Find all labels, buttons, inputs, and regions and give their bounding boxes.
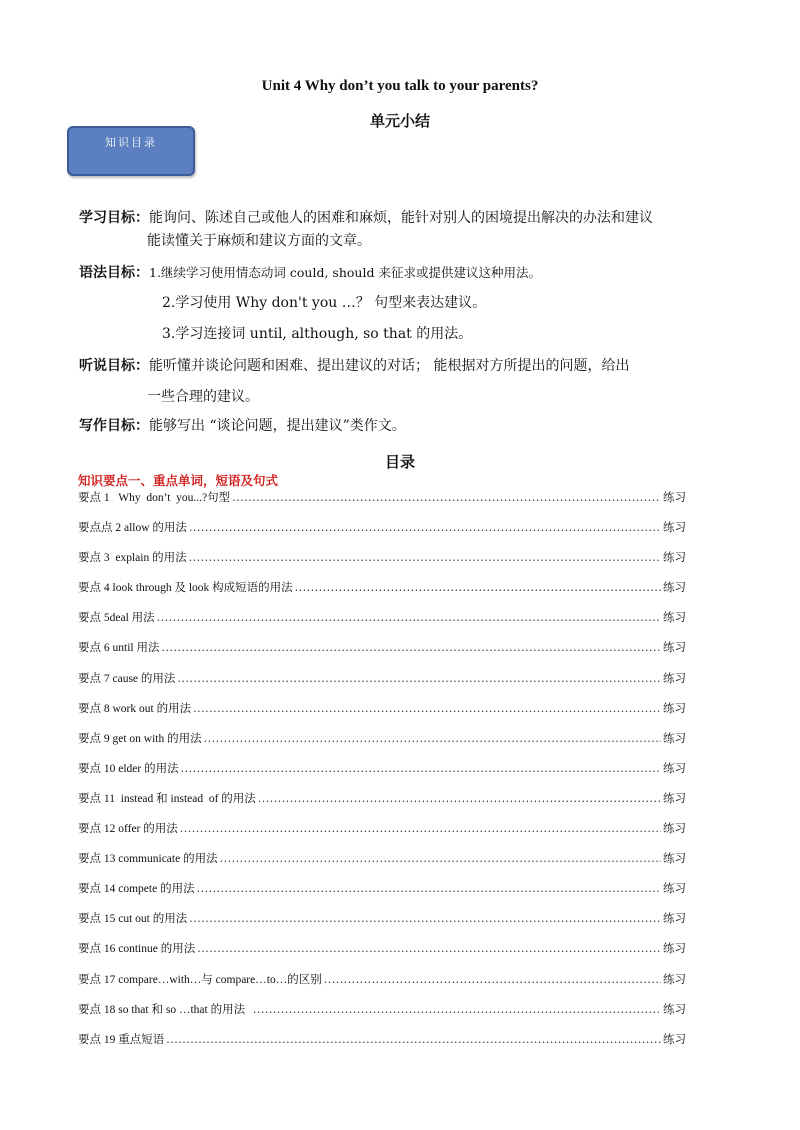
toc-entry[interactable]	[78, 820, 686, 850]
toc-leader-dots	[180, 822, 661, 835]
toc-entry[interactable]	[78, 760, 686, 790]
toc-entry[interactable]	[78, 940, 686, 970]
listening-goal-text: 能听懂并谈论问题和困难、提出建议的对话； 能根据对方所提出的问题，给出	[149, 358, 630, 374]
toc-leader-dots	[324, 973, 661, 986]
toc-entry-title: 要点 1 Why don’t you...?句型	[78, 492, 231, 504]
toc-leader-dots	[193, 702, 661, 715]
toc-entry[interactable]	[78, 700, 686, 730]
toc-entry-title: 要点 13 communicate 的用法	[78, 853, 218, 866]
toc-entry-page: 练习	[663, 851, 686, 866]
toc-entry-title: 要点 19 重点短语	[78, 1033, 165, 1046]
toc-leader-dots	[253, 1003, 661, 1016]
document-subtitle: 单元小结	[369, 112, 430, 130]
toc-leader-dots	[189, 551, 661, 564]
toc-entry-page: 练习	[663, 911, 686, 926]
learning-goal-text: 能询问、陈述自己或他人的困难和麻烦，能针对别人的困境提出解决的办法和建议	[149, 210, 653, 226]
toc-entry[interactable]	[78, 579, 686, 609]
toc-entry[interactable]	[78, 850, 686, 880]
toc-entry-page: 练习	[663, 610, 686, 625]
toc-entry[interactable]	[78, 519, 686, 549]
grammar-goal-label: 语法目标：	[79, 265, 149, 281]
toc-entry-page: 练习	[663, 580, 686, 595]
toc-entry-title: 要点 10 elder 的用法	[78, 762, 179, 775]
toc-leader-dots	[157, 611, 661, 624]
toc-entry-page: 练习	[663, 730, 686, 745]
toc-entry-title: 要点 17 compare…with…与 compare…to…的区别	[78, 973, 322, 986]
writing-goal	[79, 415, 406, 437]
toc-leader-dots	[181, 762, 661, 775]
toc-leader-dots	[258, 792, 661, 805]
toc-entry-title: 要点 16 continue 的用法	[78, 943, 196, 956]
catalog-box: 知识目录	[67, 126, 195, 176]
toc-entry[interactable]	[78, 549, 686, 579]
toc-entry-page: 练习	[663, 971, 686, 986]
toc-entry[interactable]	[78, 730, 686, 760]
toc-entry[interactable]	[78, 1001, 686, 1031]
grammar-goal-item-1: 1.继续学习使用情态动词 could, should 来征求或提供建议这种用法。	[149, 265, 541, 280]
toc-entry-title: 要点 6 until 用法	[78, 642, 160, 655]
section-heading: 知识要点一、重点单词，短语及句式	[78, 473, 279, 488]
toc-leader-dots	[161, 641, 661, 654]
learning-goal-text-2: 能读懂关于麻烦和建议方面的文章。	[147, 233, 371, 249]
toc-entry[interactable]	[78, 489, 686, 519]
toc-entry[interactable]	[78, 670, 686, 700]
toc-entry-page: 练习	[663, 881, 686, 896]
toc-entry-title: 要点 8 work out 的用法	[78, 702, 192, 715]
listening-goal-label: 听说目标：	[79, 358, 149, 374]
listening-goal-text-2: 一些合理的建议。	[147, 389, 259, 405]
toc-entry-title: 要点 12 offer 的用法	[78, 823, 178, 836]
toc-entry-page: 练习	[663, 640, 686, 655]
toc-entry-title: 要点 9 get on with 的用法	[78, 732, 202, 745]
toc-entry-title: 要点 18 so that 和 so …that 的用法	[78, 1003, 251, 1016]
toc-entry-page: 练习	[663, 520, 686, 535]
learning-goal-label: 学习目标：	[79, 210, 149, 226]
toc-entry-page: 练习	[663, 760, 686, 775]
toc-entry-page: 练习	[663, 550, 686, 565]
toc-leader-dots	[189, 912, 661, 925]
toc-entry-title: 要点点 2 allow 的用法	[78, 522, 187, 535]
toc-entry-page: 练习	[663, 821, 686, 836]
toc-entry-page: 练习	[663, 490, 686, 504]
toc-title: 目录	[384, 453, 415, 471]
toc-leader-dots	[232, 491, 661, 504]
toc-entry-page: 练习	[663, 790, 686, 805]
toc-leader-dots	[166, 1033, 661, 1046]
toc-entry-title: 要点 11 instead 和 instead of 的用法	[78, 792, 256, 805]
toc-entry-title: 要点 7 cause 的用法	[78, 672, 176, 685]
document-title: Unit 4 Why don’t you talk to your parents?	[261, 78, 539, 94]
toc-leader-dots	[220, 852, 661, 865]
toc-entry[interactable]	[78, 910, 686, 940]
toc-entry-title: 要点 5deal 用法	[78, 612, 155, 625]
listening-goal	[79, 355, 629, 377]
toc-entry[interactable]	[78, 609, 686, 639]
toc-leader-dots	[177, 672, 661, 685]
toc-leader-dots	[295, 581, 661, 594]
grammar-goal	[79, 262, 541, 284]
toc-entry[interactable]	[78, 880, 686, 910]
writing-goal-label: 写作目标：	[79, 418, 149, 434]
toc-entry[interactable]	[78, 639, 686, 669]
toc-entry-title: 要点 15 cut out 的用法	[78, 913, 188, 926]
toc-leader-dots	[204, 732, 661, 745]
toc-entry-page: 练习	[663, 1001, 686, 1016]
toc-entry-title: 要点 4 look through 及 look 构成短语的用法	[78, 582, 293, 595]
toc-leader-dots	[189, 521, 661, 534]
toc-entry-title: 要点 14 compete 的用法	[78, 883, 195, 896]
writing-goal-text: 能够写出 “谈论问题，提出建议”类作文。	[149, 418, 406, 434]
learning-goal	[79, 207, 653, 229]
toc-entry-page: 练习	[663, 670, 686, 685]
toc-leader-dots	[197, 882, 661, 895]
toc-entry[interactable]	[78, 971, 686, 1001]
toc-entry-page: 练习	[663, 1031, 686, 1046]
table-of-contents	[78, 489, 686, 1061]
toc-entry[interactable]	[78, 790, 686, 820]
toc-entry-page: 练习	[663, 941, 686, 956]
toc-entry-title: 要点 3 explain 的用法	[78, 552, 187, 565]
grammar-goal-item-2: 2.学习使用 Why don't you …？ 句型来表达建议。	[162, 295, 487, 311]
toc-entry[interactable]	[78, 1031, 686, 1061]
toc-entry-page: 练习	[663, 700, 686, 715]
grammar-goal-item-3: 3.学习连接词 until, although, so that 的用法。	[162, 326, 473, 342]
toc-leader-dots	[197, 942, 661, 955]
